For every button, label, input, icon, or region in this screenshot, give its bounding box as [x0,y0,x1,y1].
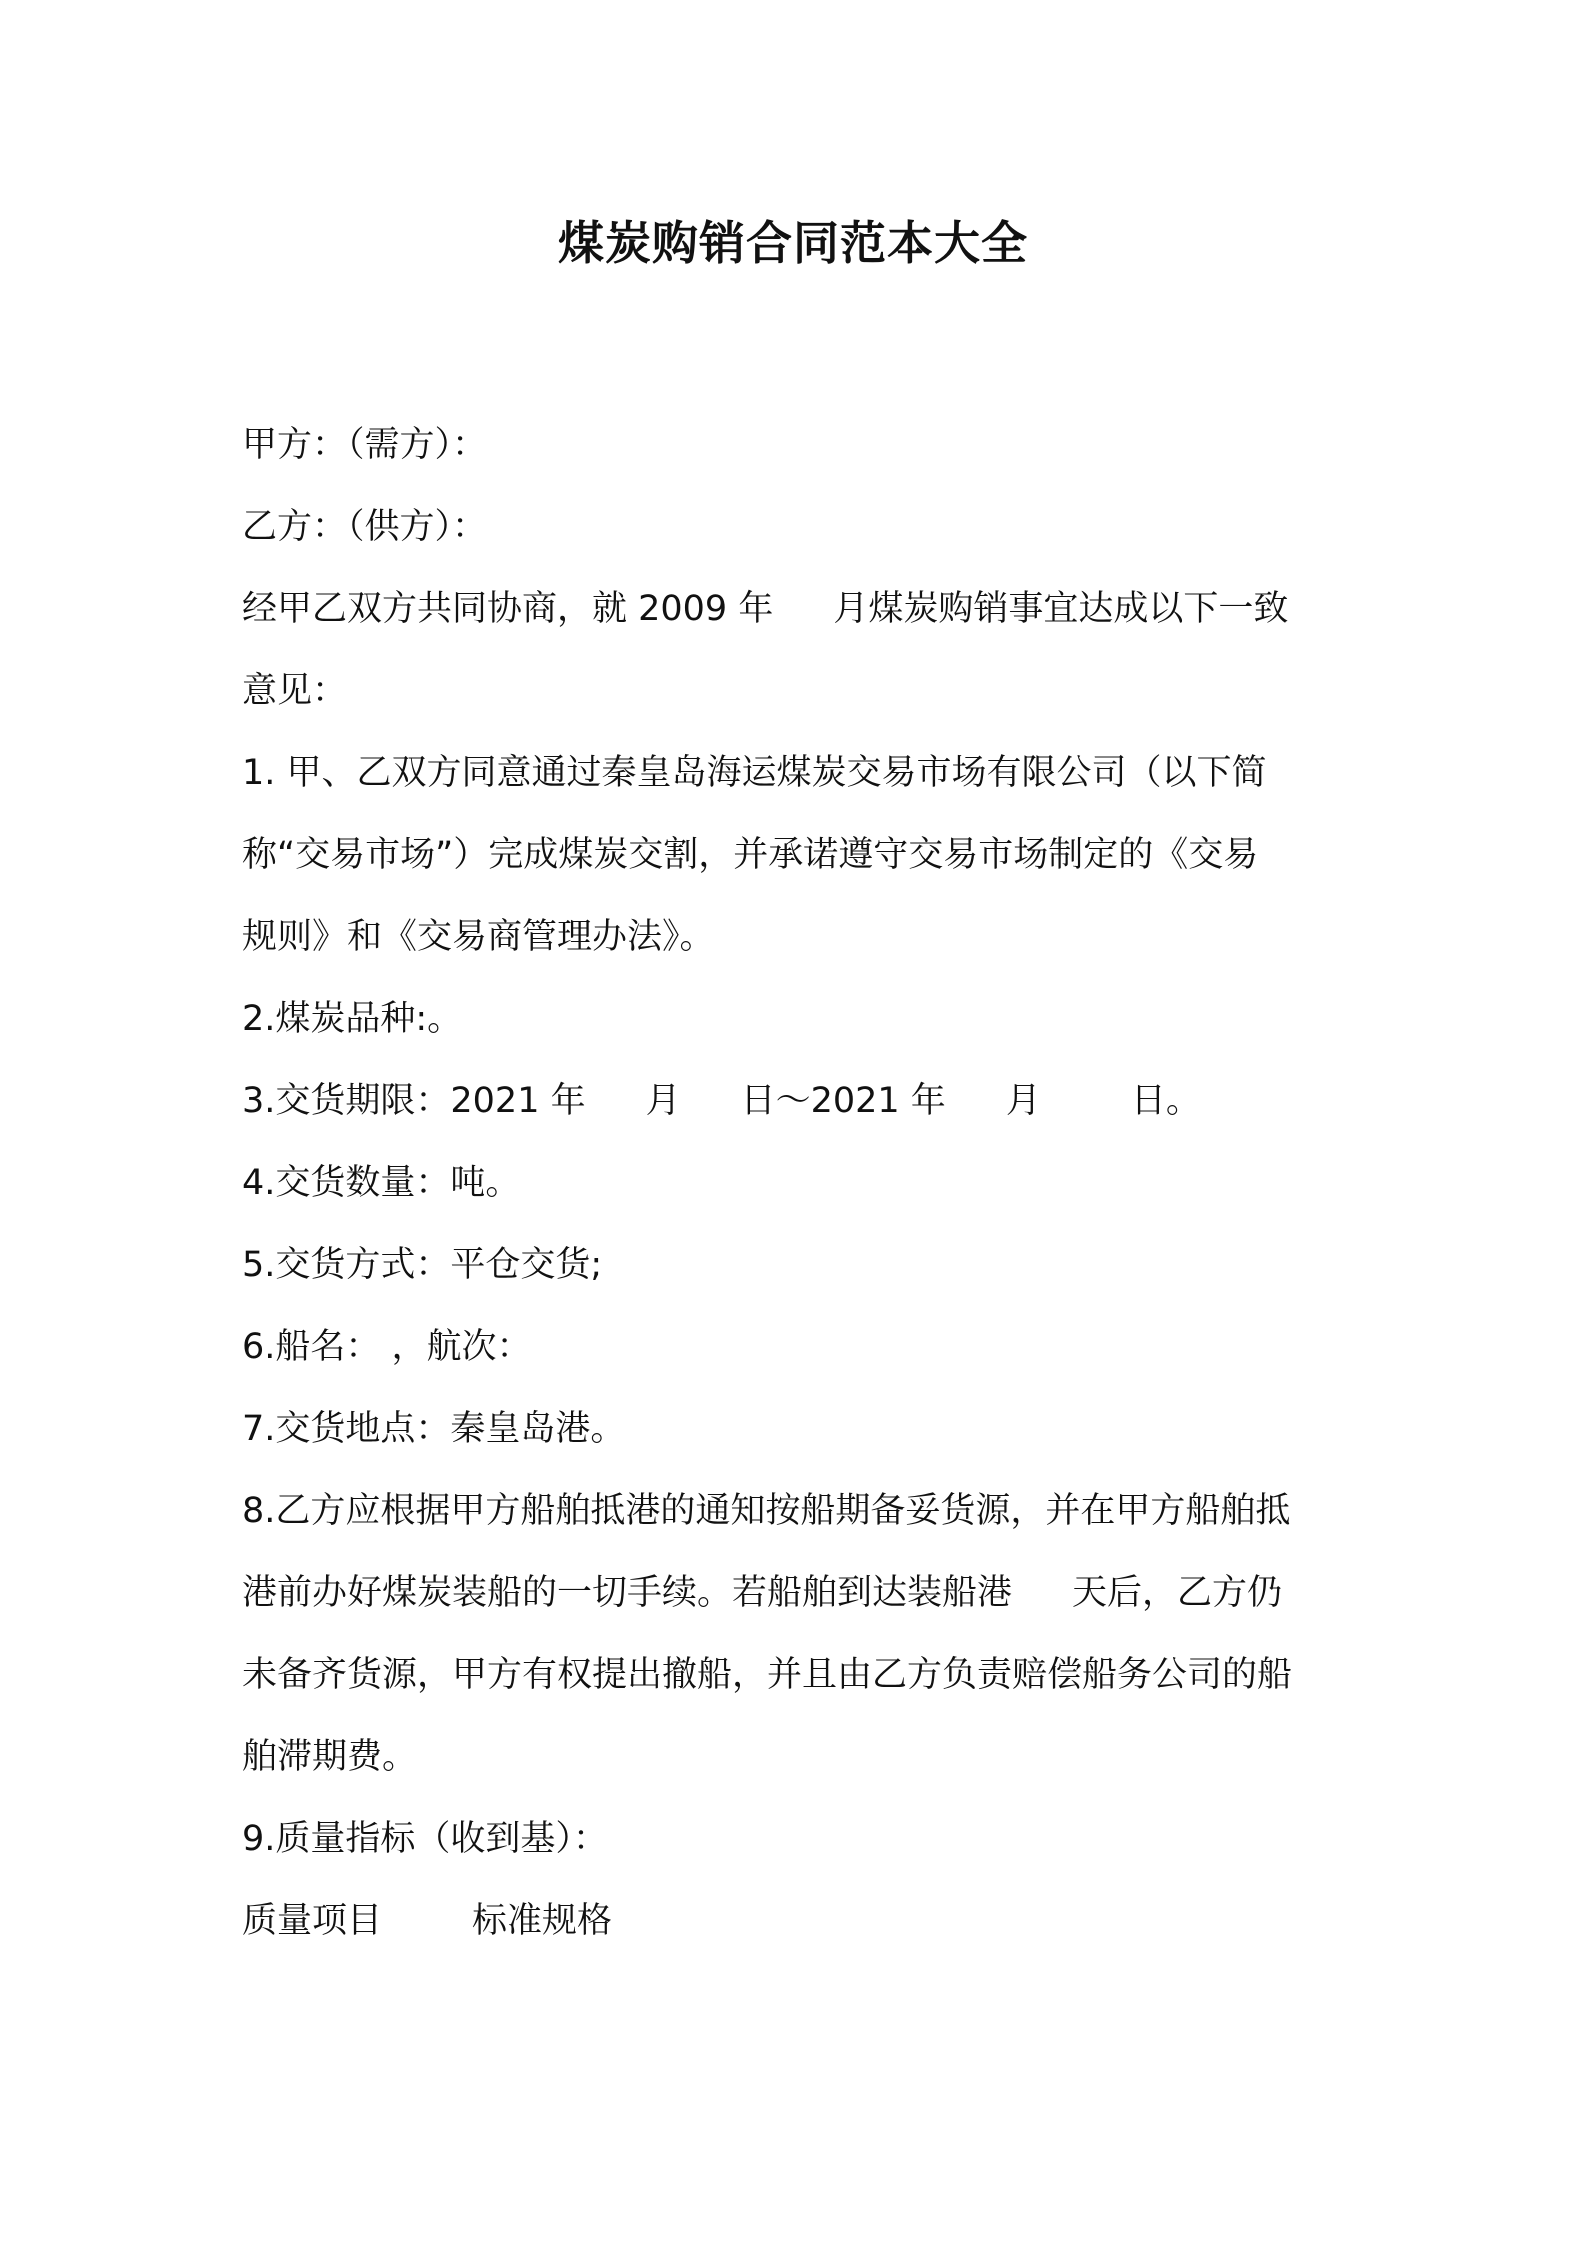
standard-spec-header: 标准规格 [472,1901,613,1941]
clause-3-part-e: 日。 [1130,1081,1201,1121]
clause-8-line-1: 8.乙方应根据甲方船舶抵港的通知按船期备妥货源，并在甲方船舶抵 [242,1491,1291,1531]
clause-3-part-c: 日～2021 年 [740,1081,946,1121]
document-title: 煤炭购销合同范本大全 [558,216,1028,270]
clause-5-line: 5.交货方式：平仓交货; [242,1245,603,1285]
clause-3-part-d: 月 [1005,1081,1041,1121]
party-b-line: 乙方：（供方）： [242,507,488,547]
party-a-line: 甲方：（需方）： [242,425,488,465]
clause-4-line: 4.交货数量：吨。 [242,1163,521,1203]
clause-8-line-3: 未备齐货源，甲方有权提出撤船，并且由乙方负责赔偿船务公司的船 [242,1655,1293,1695]
clause-8-line-2 [242,1552,1352,1634]
intro-text-a: 经甲乙双方共同协商，就 2009 年 [242,589,774,629]
clause-1-line-3: 规则》和《交易商管理办法》。 [242,917,715,957]
quality-item-header: 质量项目 [242,1901,383,1941]
clause-3-part-b: 月 [645,1081,681,1121]
clause-8-line-4: 舶滞期费。 [242,1737,418,1777]
clause-1-line-1: 1. 甲、乙双方同意通过秦皇岛海运煤炭交易市场有限公司（以下简 [242,753,1267,793]
clause-2-line: 2.煤炭品种:。 [242,999,463,1039]
clause-8-line-2-b: 天后，乙方仍 [1072,1573,1283,1613]
clause-7-line: 7.交货地点：秦皇岛港。 [242,1409,626,1449]
intro-line-2: 意见： [242,671,348,711]
clause-9-line: 9.质量指标（收到基）： [242,1819,608,1859]
clause-8-line-2-a: 港前办好煤炭装船的一切手续。若船舶到达装船港 [242,1573,1013,1613]
clause-1-line-2: 称“交易市场”）完成煤炭交割，并承诺遵守交易市场制定的《交易 [242,835,1259,875]
quality-table-header [242,1880,1352,1962]
clause-3-line [242,1060,1352,1142]
intro-text-b: 月煤炭购销事宜达成以下一致 [833,589,1289,629]
clause-3-part-a: 3.交货期限：2021 年 [242,1081,586,1121]
document-body [242,404,1352,1962]
clause-6-line: 6.船名： ，航次： [242,1327,532,1367]
intro-line-1 [242,568,1352,650]
